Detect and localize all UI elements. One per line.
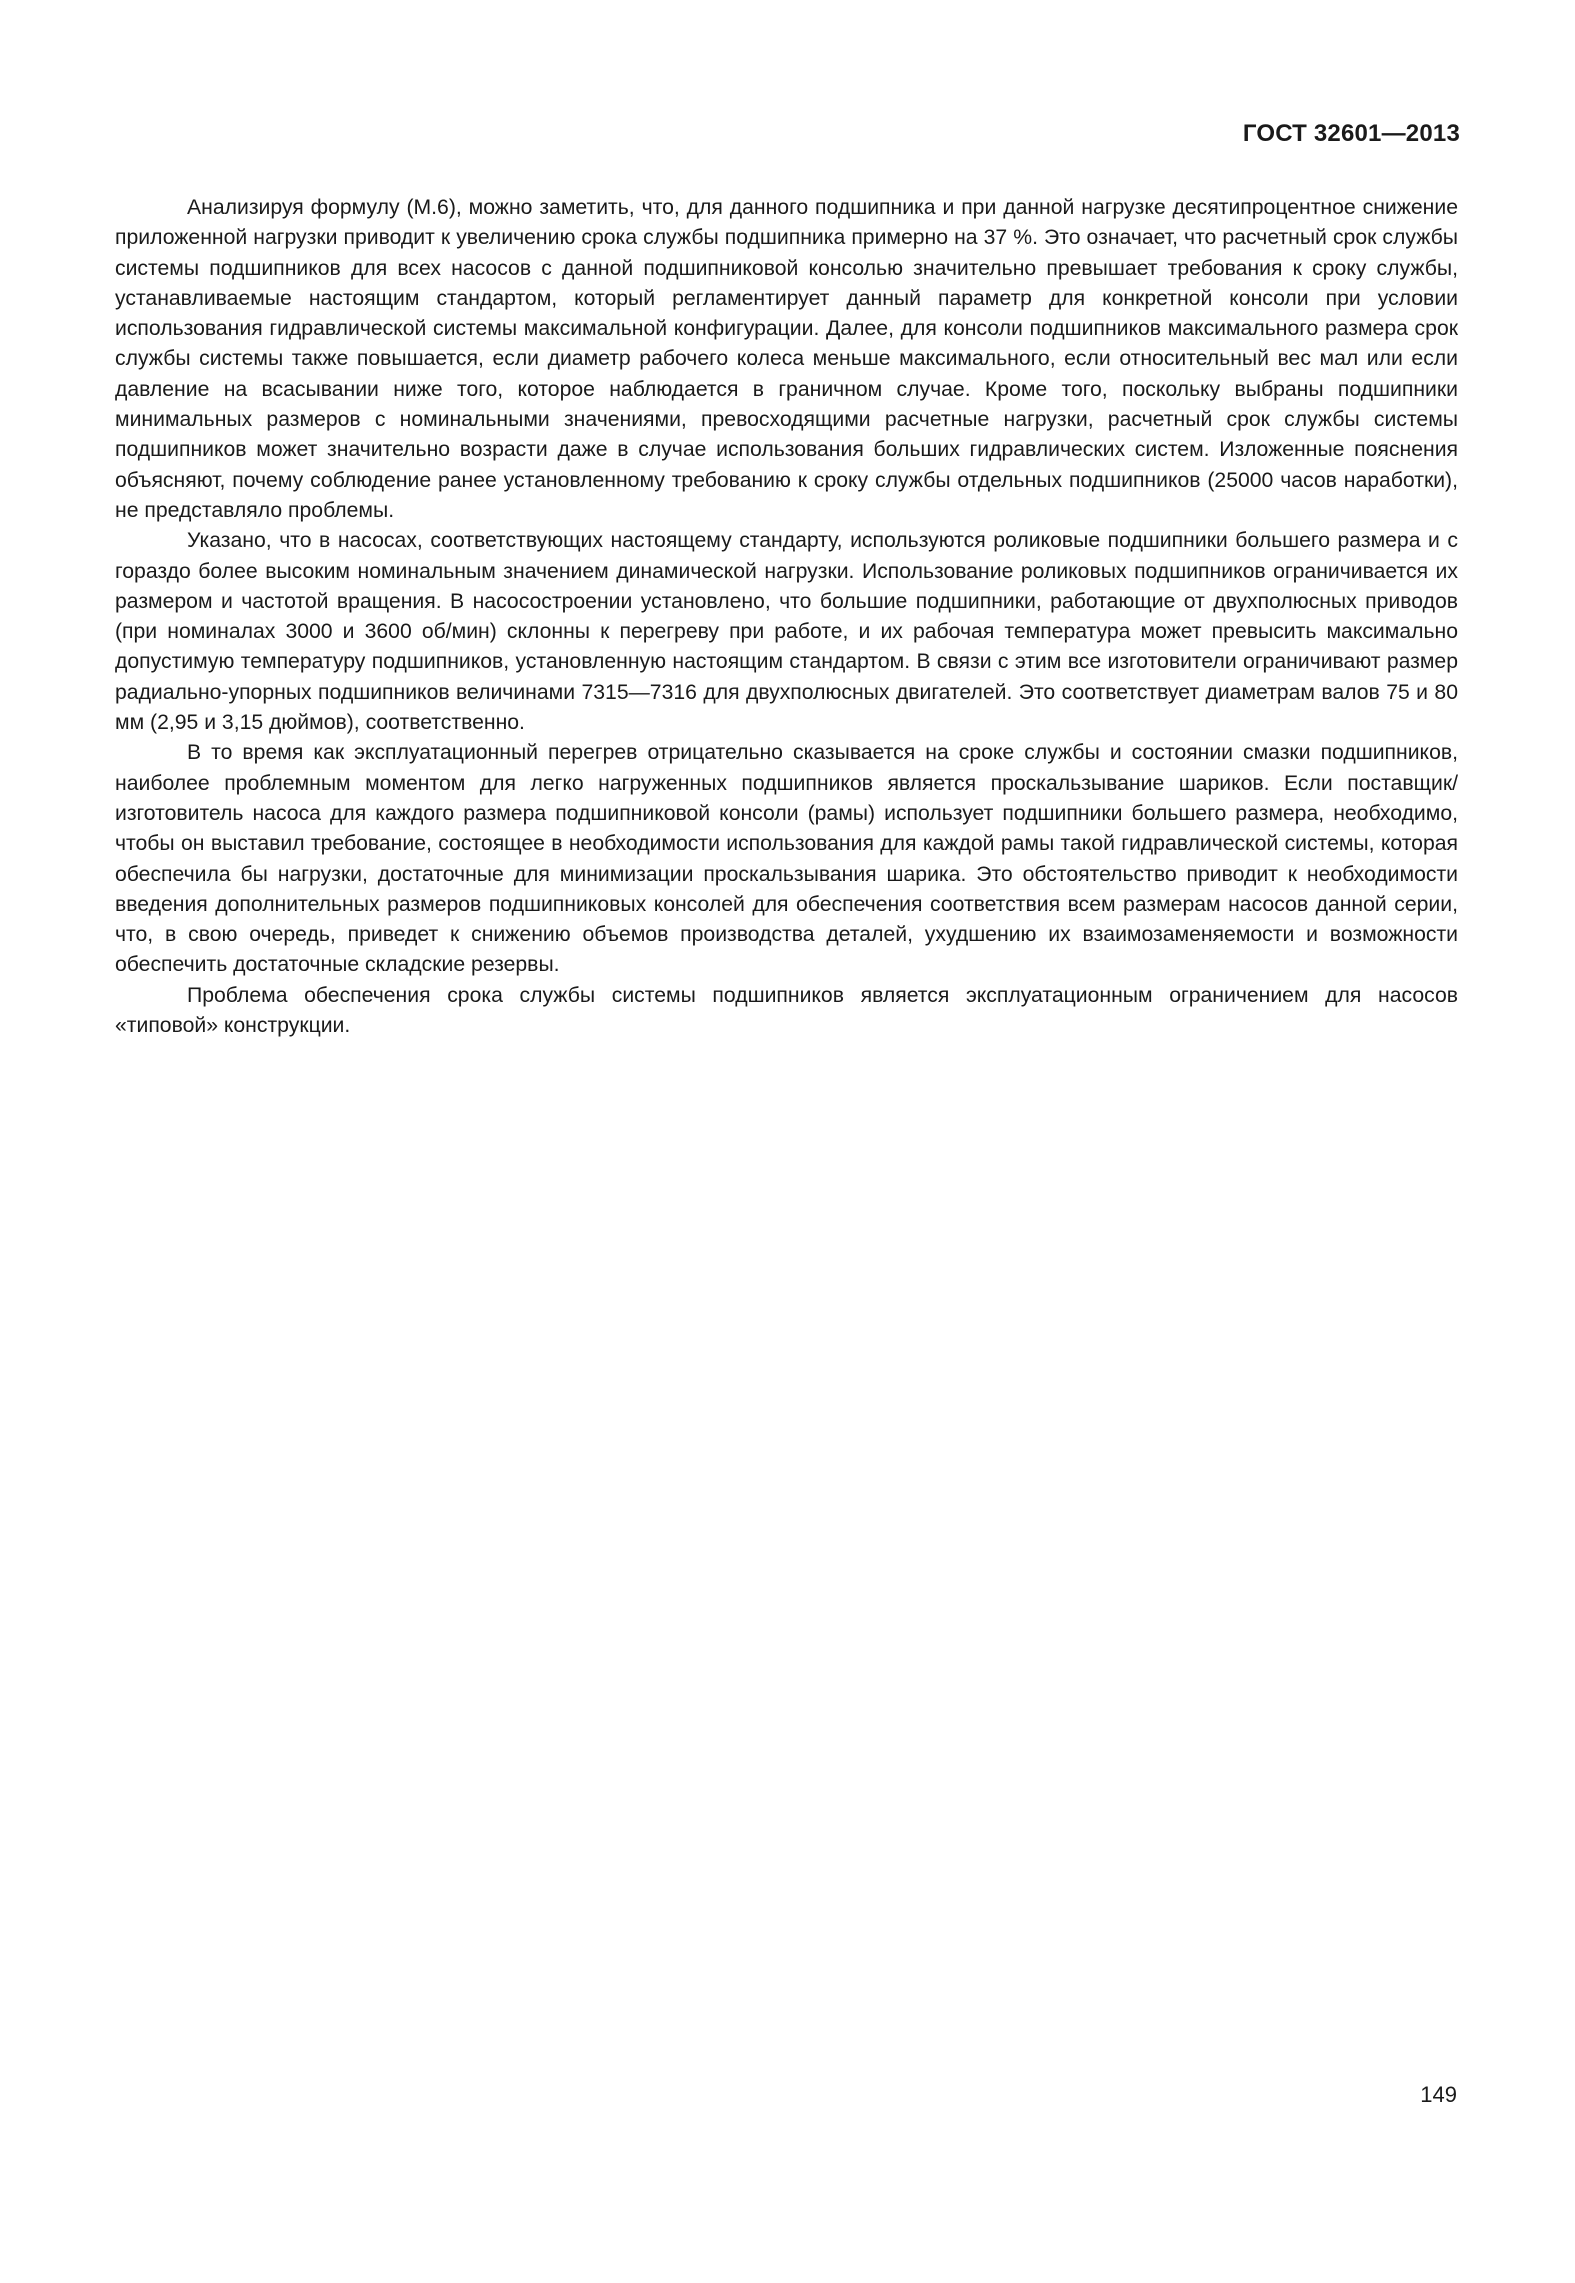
paragraph: В то время как эксплуатационный перегрев отрицательно сказывается на сроке службы и состоянии смазки подшипников, наиболее проблемным моментом для легко нагруженных подшипников является проскальзывание шариков. Если поставщик/изготовитель насоса для каждого размера подшипниковой консоли (рамы) использует подшипники большего размера, необходимо, чтобы он выставил требование, состоящее в необходимости использования для каждой рамы такой гидравлической системы, которая обеспечила бы нагрузки, достаточные для минимизации проскальзывания шарика. Это обстоятельство приводит к необходимости введения дополнительных размеров подшипниковых консолей для обеспечения соответствия всем размерам насосов данной серии, что, в свою очередь, приведет к снижению объемов производства деталей, ухудшению их взаимозаменяемости и возможности обеспечить достаточные складские резервы. xyxy=(115,741,1458,977)
document-body xyxy=(115,193,1458,1041)
paragraph: Указано, что в насосах, соответствующих настоящему стандарту, используются роликовые подшипники большего размера и с гораздо более высоким номинальным значением динамической нагрузки. Использование роликовых подшипников ограничивается их размером и частотой вращения. В насосостроении установлено, что большие подшипники, работающие от двухполюсных приводов (при номиналах 3000 и 3600 об/мин) склонны к перегреву при работе, и их рабочая температура может превысить максимально допустимую температуру подшипников, установленную настоящим стандартом. В связи с этим все изготовители ограничивают размер радиально-упорных подшипников величинами 7315—7316 для двухполюсных двигателей. Это соответствует диаметрам валов 75 и 80 мм (2,95 и 3,15 дюймов), соответственно. xyxy=(115,529,1458,735)
paragraph: Анализируя формулу (М.6), можно заметить, что, для данного подшипника и при данной нагрузке десятипроцентное снижение приложенной нагрузки приводит к увеличению срока службы подшипника примерно на 37 %. Это означает, что расчетный срок службы системы подшипников для всех насосов с данной подшипниковой консолью значительно превышает требования к сроку службы, устанавливаемые настоящим стандартом, который регламентирует данный параметр для конкретной консоли при условии использования гидравлической системы максимальной конфигурации. Далее, для консоли подшипников максимального размера срок службы системы также повышается, если диаметр рабочего колеса меньше максимального, если относительный вес мал или если давление на всасывании ниже того, которое наблюдается в граничном случае. Кроме того, поскольку выбраны подшипники минимальных размеров с номинальными значениями, превосходящими расчетные нагрузки, расчетный срок службы системы подшипников может значительно возрасти даже в случае использования больших гидравлических систем. Изложенные пояснения объясняют, почему соблюдение ранее установленному требованию к сроку службы отдельных подшипников (25000 часов наработки), не представляло проблемы. xyxy=(115,196,1458,522)
standard-designation: ГОСТ 32601—2013 xyxy=(1242,120,1460,147)
page-number: 149 xyxy=(1420,2082,1457,2107)
paragraph: Проблема обеспечения срока службы системы подшипников является эксплуатационным ограничением для насосов «типовой» конструкции. xyxy=(115,983,1458,1038)
document-header xyxy=(1243,120,1460,148)
